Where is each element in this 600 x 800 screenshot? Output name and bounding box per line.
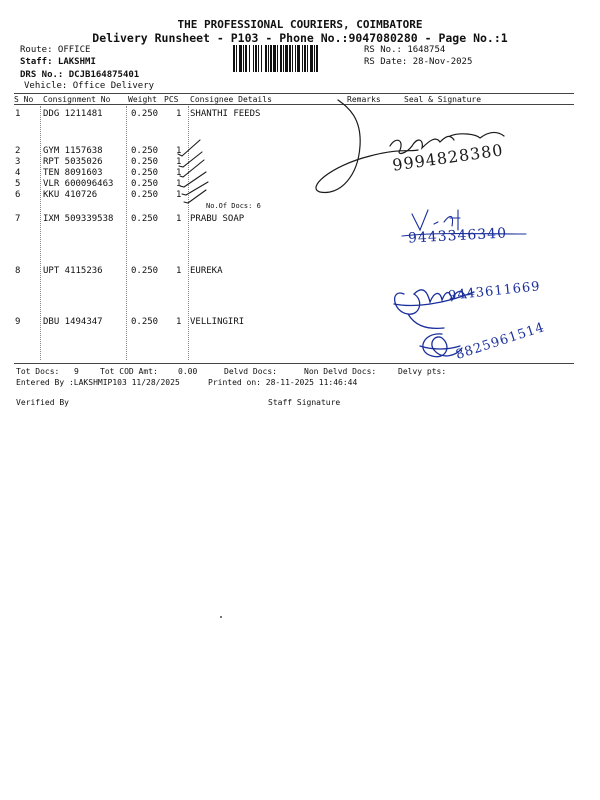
row-sno: 4 <box>15 168 21 178</box>
row-weight: 0.250 <box>131 157 159 167</box>
col-seal: Seal & Signature <box>404 95 482 104</box>
row-sno: 2 <box>15 146 21 156</box>
signature-3-phone: 9443611669 <box>447 279 542 304</box>
runsheet-title: Delivery Runsheet - P103 - Phone No.:9047080280 - Page No.:1 <box>92 31 508 45</box>
row-consignment: UPT 4115236 <box>43 266 103 276</box>
signature-2-phone: 9443346340 <box>407 225 508 247</box>
tot-cod-label: Tot COD Amt: <box>100 367 158 376</box>
row-weight: 0.250 <box>131 190 159 200</box>
col-remarks: Remarks <box>347 95 381 104</box>
staff-label: Staff: LAKSHMI <box>20 57 96 67</box>
row-pcs: 1 <box>176 109 182 119</box>
row-consignment: VLR 600096463 <box>43 179 114 189</box>
row-weight: 0.250 <box>131 109 159 119</box>
header-top-rule <box>14 93 574 94</box>
rs-number: RS No.: 1648754 <box>364 45 446 55</box>
entered-by: Entered By :LAKSHMIP103 11/28/2025 <box>16 378 180 387</box>
totals-top-rule <box>14 363 574 364</box>
tot-docs-label: Tot Docs: <box>16 367 60 376</box>
row-consignment: TEN 8091603 <box>43 168 103 178</box>
row-weight: 0.250 <box>131 168 159 178</box>
no-of-docs: No.Of Docs: 6 <box>206 202 261 210</box>
non-delvd-docs-label: Non Delvd Docs: <box>304 367 377 376</box>
row-weight: 0.250 <box>131 179 159 189</box>
drs-number: DRS No.: DCJB164875401 <box>20 70 140 80</box>
row-pcs: 1 <box>176 157 182 167</box>
row-weight: 0.250 <box>131 266 159 276</box>
rs-date: RS Date: 28-Nov-2025 <box>364 57 473 67</box>
row-sno: 3 <box>15 157 21 167</box>
col-pcs: PCS <box>164 95 179 104</box>
row-weight: 0.250 <box>131 146 159 156</box>
tot-cod-value: 0.00 <box>178 367 198 376</box>
row-sno: 1 <box>15 109 21 119</box>
row-consignee: VELLINGIRI <box>190 317 245 327</box>
col-weight: Weight <box>128 95 157 104</box>
column-guide <box>126 106 127 360</box>
speck <box>220 616 222 618</box>
printed-on: Printed on: 28-11-2025 11:46:44 <box>208 378 358 387</box>
row-pcs: 1 <box>176 190 182 200</box>
column-guide <box>40 106 41 360</box>
row-sno: 8 <box>15 266 21 276</box>
company-title: THE PROFESSIONAL COURIERS, COIMBATORE <box>177 18 423 31</box>
row-pcs: 1 <box>176 266 182 276</box>
row-consignee: EUREKA <box>190 266 223 276</box>
row-consignment: RPT 5035026 <box>43 157 103 167</box>
row-consignment: KKU 410726 <box>43 190 98 200</box>
signature-1-phone: 9994828380 <box>391 140 505 175</box>
row-weight: 0.250 <box>131 214 159 224</box>
route-label: Route: OFFICE <box>20 45 91 55</box>
tot-docs-value: 9 <box>74 367 79 376</box>
tick-marks-image <box>174 130 224 210</box>
row-pcs: 1 <box>176 214 182 224</box>
barcode-image <box>233 45 360 72</box>
row-pcs: 1 <box>176 146 182 156</box>
col-sno: S No <box>14 95 34 104</box>
row-sno: 6 <box>15 190 21 200</box>
row-consignment: DBU 1494347 <box>43 317 103 327</box>
vehicle-label: Vehicle: Office Delivery <box>24 81 155 91</box>
row-sno: 5 <box>15 179 21 189</box>
row-pcs: 1 <box>176 317 182 327</box>
signature-4-phone: 8825961514 <box>453 320 547 363</box>
staff-signature: Staff Signature <box>268 398 341 407</box>
row-consignment: GYM 1157638 <box>43 146 103 156</box>
row-consignment: DDG 1211481 <box>43 109 103 119</box>
row-pcs: 1 <box>176 168 182 178</box>
col-consignee: Consignee Details <box>190 95 272 104</box>
verified-by: Verified By <box>16 398 69 407</box>
row-consignee: PRABU SOAP <box>190 214 245 224</box>
row-sno: 7 <box>15 214 21 224</box>
delvy-pts-label: Delvy pts: <box>398 367 447 376</box>
row-weight: 0.250 <box>131 317 159 327</box>
delvd-docs-label: Delvd Docs: <box>224 367 277 376</box>
row-consignment: IXM 509339538 <box>43 214 114 224</box>
col-consignment: Consignment No <box>43 95 111 104</box>
row-consignee: SHANTHI FEEDS <box>190 109 261 119</box>
row-sno: 9 <box>15 317 21 327</box>
row-pcs: 1 <box>176 179 182 189</box>
